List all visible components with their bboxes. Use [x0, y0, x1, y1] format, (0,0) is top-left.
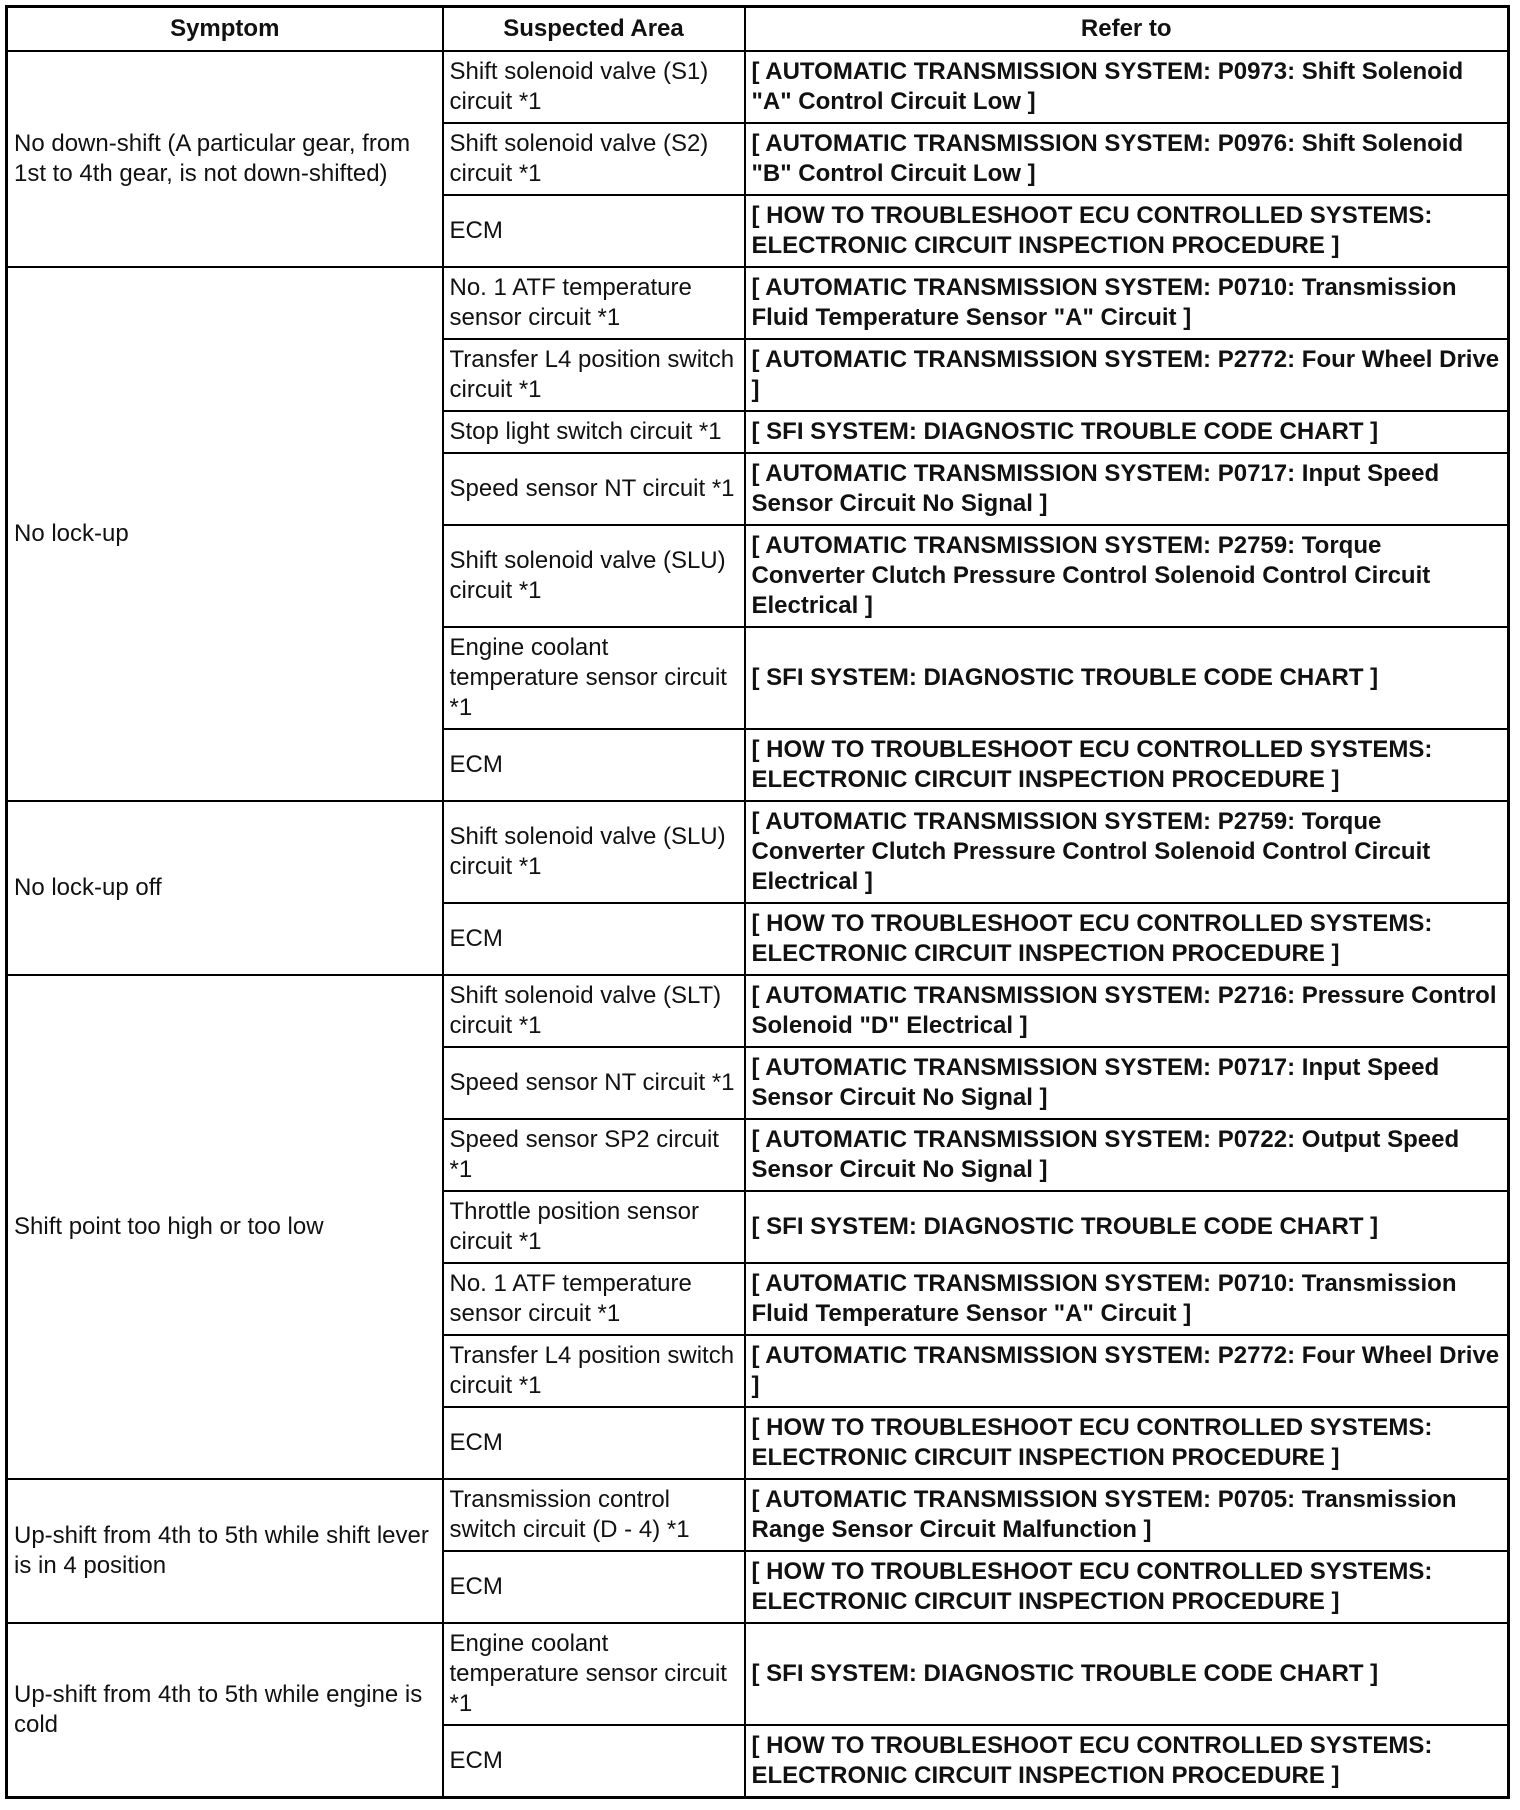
refer-to-cell: [ SFI SYSTEM: DIAGNOSTIC TROUBLE CODE CHART ]: [745, 1191, 1509, 1263]
refer-to-cell: [ HOW TO TROUBLESHOOT ECU CONTROLLED SYSTEMS: ELECTRONIC CIRCUIT INSPECTION PROCEDURE ]: [745, 729, 1509, 801]
table-row: [7, 51, 1509, 123]
suspected-area-cell: No. 1 ATF temperature sensor circuit *1: [443, 1263, 745, 1335]
refer-to-cell: [ AUTOMATIC TRANSMISSION SYSTEM: P0976: Shift Solenoid "B" Control Circuit Low ]: [745, 123, 1509, 195]
symptom-table: [5, 5, 1510, 1799]
refer-to-cell: [ AUTOMATIC TRANSMISSION SYSTEM: P2759: Torque Converter Clutch Pressure Control Solenoid Control Circuit Electrical ]: [745, 801, 1509, 903]
table-row: [7, 1479, 1509, 1551]
suspected-area-cell: ECM: [443, 1725, 745, 1797]
refer-to-cell: [ AUTOMATIC TRANSMISSION SYSTEM: P0722: Output Speed Sensor Circuit No Signal ]: [745, 1119, 1509, 1191]
refer-to-cell: [ SFI SYSTEM: DIAGNOSTIC TROUBLE CODE CHART ]: [745, 411, 1509, 453]
suspected-area-cell: Transfer L4 position switch circuit *1: [443, 1335, 745, 1407]
suspected-area-cell: Engine coolant temperature sensor circuit *1: [443, 627, 745, 729]
refer-to-cell: [ AUTOMATIC TRANSMISSION SYSTEM: P0710: Transmission Fluid Temperature Sensor "A" Circuit ]: [745, 267, 1509, 339]
suspected-area-cell: Stop light switch circuit *1: [443, 411, 745, 453]
refer-to-cell: [ AUTOMATIC TRANSMISSION SYSTEM: P2772: Four Wheel Drive ]: [745, 1335, 1509, 1407]
suspected-area-cell: Transfer L4 position switch circuit *1: [443, 339, 745, 411]
suspected-area-cell: ECM: [443, 903, 745, 975]
refer-to-cell: [ AUTOMATIC TRANSMISSION SYSTEM: P0717: Input Speed Sensor Circuit No Signal ]: [745, 1047, 1509, 1119]
refer-to-cell: [ SFI SYSTEM: DIAGNOSTIC TROUBLE CODE CHART ]: [745, 1623, 1509, 1725]
suspected-area-cell: ECM: [443, 1407, 745, 1479]
table-row: [7, 267, 1509, 339]
header-suspected-area: Suspected Area: [443, 7, 745, 52]
header-row: [7, 7, 1509, 52]
refer-to-cell: [ HOW TO TROUBLESHOOT ECU CONTROLLED SYSTEMS: ELECTRONIC CIRCUIT INSPECTION PROCEDURE ]: [745, 903, 1509, 975]
suspected-area-cell: Shift solenoid valve (SLU) circuit *1: [443, 801, 745, 903]
refer-to-cell: [ SFI SYSTEM: DIAGNOSTIC TROUBLE CODE CHART ]: [745, 627, 1509, 729]
symptom-cell: Up-shift from 4th to 5th while engine is cold: [7, 1623, 443, 1797]
refer-to-cell: [ HOW TO TROUBLESHOOT ECU CONTROLLED SYSTEMS: ELECTRONIC CIRCUIT INSPECTION PROCEDURE ]: [745, 1551, 1509, 1623]
symptom-cell: No lock-up off: [7, 801, 443, 975]
suspected-area-cell: ECM: [443, 729, 745, 801]
table-row: [7, 975, 1509, 1047]
refer-to-cell: [ HOW TO TROUBLESHOOT ECU CONTROLLED SYSTEMS: ELECTRONIC CIRCUIT INSPECTION PROCEDURE ]: [745, 1725, 1509, 1797]
suspected-area-cell: ECM: [443, 195, 745, 267]
refer-to-cell: [ AUTOMATIC TRANSMISSION SYSTEM: P2759: Torque Converter Clutch Pressure Control Solenoid Control Circuit Electrical ]: [745, 525, 1509, 627]
symptom-cell: Shift point too high or too low: [7, 975, 443, 1479]
suspected-area-cell: ECM: [443, 1551, 745, 1623]
table-row: [7, 1623, 1509, 1725]
table-row: [7, 801, 1509, 903]
symptom-cell: Up-shift from 4th to 5th while shift lever is in 4 position: [7, 1479, 443, 1623]
suspected-area-cell: Speed sensor NT circuit *1: [443, 453, 745, 525]
refer-to-cell: [ AUTOMATIC TRANSMISSION SYSTEM: P0710: Transmission Fluid Temperature Sensor "A" Circuit ]: [745, 1263, 1509, 1335]
refer-to-cell: [ AUTOMATIC TRANSMISSION SYSTEM: P0705: Transmission Range Sensor Circuit Malfunction ]: [745, 1479, 1509, 1551]
refer-to-cell: [ HOW TO TROUBLESHOOT ECU CONTROLLED SYSTEMS: ELECTRONIC CIRCUIT INSPECTION PROCEDURE ]: [745, 1407, 1509, 1479]
header-symptom: Symptom: [7, 7, 443, 52]
suspected-area-cell: Transmission control switch circuit (D - 4) *1: [443, 1479, 745, 1551]
refer-to-cell: [ HOW TO TROUBLESHOOT ECU CONTROLLED SYSTEMS: ELECTRONIC CIRCUIT INSPECTION PROCEDURE ]: [745, 195, 1509, 267]
header-refer-to: Refer to: [745, 7, 1509, 52]
suspected-area-cell: Engine coolant temperature sensor circuit *1: [443, 1623, 745, 1725]
suspected-area-cell: Speed sensor NT circuit *1: [443, 1047, 745, 1119]
suspected-area-cell: Shift solenoid valve (S1) circuit *1: [443, 51, 745, 123]
symptom-cell: No lock-up: [7, 267, 443, 801]
refer-to-cell: [ AUTOMATIC TRANSMISSION SYSTEM: P0973: Shift Solenoid "A" Control Circuit Low ]: [745, 51, 1509, 123]
symptom-cell: No down-shift (A particular gear, from 1st to 4th gear, is not down-shifted): [7, 51, 443, 267]
refer-to-cell: [ AUTOMATIC TRANSMISSION SYSTEM: P0717: Input Speed Sensor Circuit No Signal ]: [745, 453, 1509, 525]
suspected-area-cell: No. 1 ATF temperature sensor circuit *1: [443, 267, 745, 339]
suspected-area-cell: Shift solenoid valve (S2) circuit *1: [443, 123, 745, 195]
suspected-area-cell: Speed sensor SP2 circuit *1: [443, 1119, 745, 1191]
suspected-area-cell: Throttle position sensor circuit *1: [443, 1191, 745, 1263]
refer-to-cell: [ AUTOMATIC TRANSMISSION SYSTEM: P2772: Four Wheel Drive ]: [745, 339, 1509, 411]
refer-to-cell: [ AUTOMATIC TRANSMISSION SYSTEM: P2716: Pressure Control Solenoid "D" Electrical ]: [745, 975, 1509, 1047]
suspected-area-cell: Shift solenoid valve (SLT) circuit *1: [443, 975, 745, 1047]
suspected-area-cell: Shift solenoid valve (SLU) circuit *1: [443, 525, 745, 627]
